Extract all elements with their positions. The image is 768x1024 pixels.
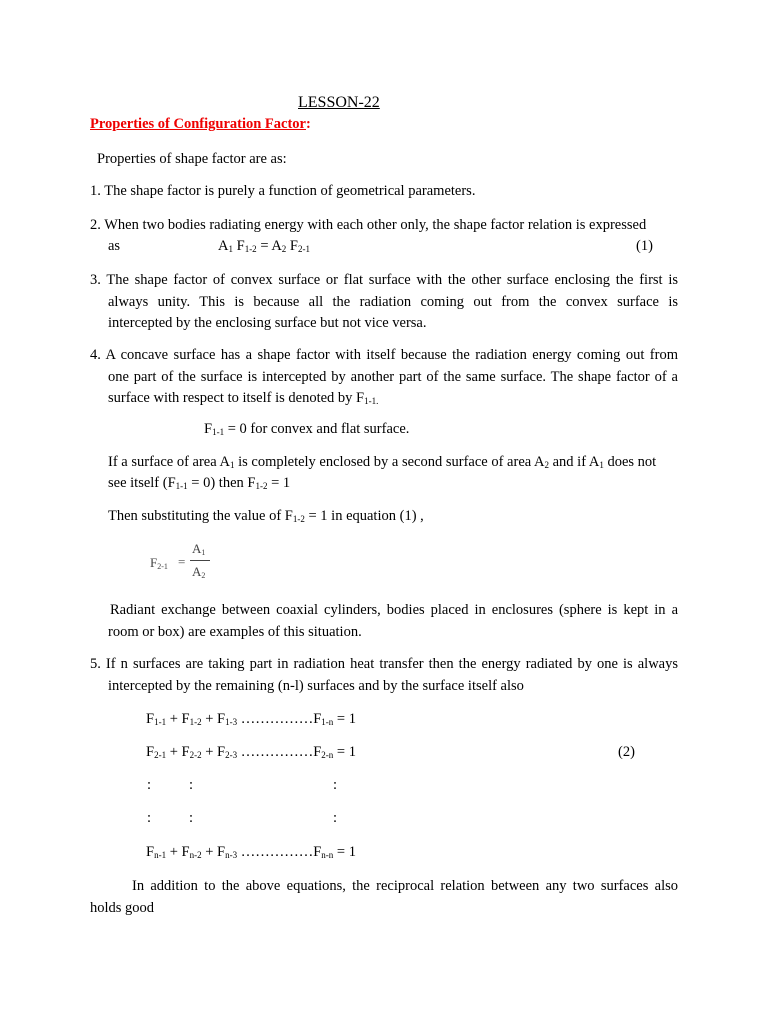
item-5-line: 5. If n surfaces are taking part in radiation heat transfer then the energy radiated by one is always xyxy=(90,656,678,672)
frac-lhs xyxy=(150,555,168,571)
radiant-paragraph xyxy=(90,600,678,643)
sum-sub: n-1 xyxy=(154,850,167,860)
colon: : xyxy=(333,777,338,793)
if-text: is completely enclosed by a second surface of area A xyxy=(234,454,545,470)
item-4-sub: 1-1. xyxy=(364,396,379,406)
sum-sub: 1-2 xyxy=(189,717,202,727)
eq1-eq: = A xyxy=(256,238,282,254)
sum-text: + F xyxy=(166,844,190,860)
final-line: In addition to the above equations, the reciprocal relation between any two surfaces also xyxy=(132,878,678,894)
if-text: If a surface of area A xyxy=(108,454,230,470)
sum-text: = 1 xyxy=(333,844,356,860)
sum-sub: 2-n xyxy=(321,750,334,760)
if-sub: 1 xyxy=(599,460,604,470)
sum-row-1 xyxy=(146,711,356,728)
item-4-line xyxy=(90,388,678,410)
colon: : xyxy=(147,777,152,793)
if-text: see itself (F xyxy=(108,475,176,491)
frac-denominator xyxy=(192,564,205,580)
section-heading-text: Properties of Configuration Factor xyxy=(90,116,306,132)
eq1-sub: 2 xyxy=(281,244,287,254)
item-3-line: intercepted by the enclosing surface but not vice versa. xyxy=(108,315,427,331)
sum-text: + F xyxy=(166,711,190,727)
sum-text: ……………F xyxy=(237,744,322,760)
eq1-a: A xyxy=(218,238,229,254)
sum-text: ……………F xyxy=(237,844,322,860)
f11-f: F xyxy=(204,421,213,437)
colon: : xyxy=(333,810,338,826)
final-paragraph xyxy=(90,876,678,919)
f11-rest: = 0 for convex and flat surface. xyxy=(224,421,410,437)
subst-sub: 1-2 xyxy=(292,514,305,524)
final-line: holds good xyxy=(90,899,155,916)
intro-text: Properties of shape factor are as: xyxy=(97,151,287,167)
page-title: LESSON-22 xyxy=(298,94,380,111)
sum-sub: 2-2 xyxy=(189,750,202,760)
frac-equals: = xyxy=(178,554,186,569)
eq1-f: F xyxy=(232,238,245,254)
item-2-as: as xyxy=(108,238,121,254)
item-4 xyxy=(90,345,678,410)
if-text: does not xyxy=(603,454,657,470)
sum-sub: n-3 xyxy=(225,850,238,860)
frac-den-letter: A xyxy=(192,564,202,579)
eq1-sub: 1 xyxy=(228,244,233,254)
if-sub: 1-1 xyxy=(175,481,188,491)
section-heading xyxy=(90,116,311,133)
if-sub: 1 xyxy=(229,460,235,470)
sum-text: = 1 xyxy=(333,711,356,727)
substitution-line xyxy=(108,508,424,525)
if-text: = 0) then F xyxy=(187,475,256,491)
radiant-line: room or box) are examples of this situation. xyxy=(108,623,362,640)
sum-row-2 xyxy=(146,744,356,761)
sum-sub: 1-3 xyxy=(225,717,238,727)
frac-lhs-letter: F xyxy=(150,555,158,570)
item-3-line: 3. The shape factor of convex surface or flat surface with the other surface enclosing the first is xyxy=(90,272,678,288)
if-line-1 xyxy=(108,454,656,471)
item-1: 1. The shape factor is purely a function of geometrical parameters. xyxy=(90,183,476,199)
item-4-line: one part of the surface is intercepted by another part of the same surface. The shape factor of a xyxy=(108,368,678,385)
item-3-line: always unity. This is because all the radiation coming out from the convex surface is xyxy=(108,293,678,310)
sum-sub: n-2 xyxy=(189,850,202,860)
subst-text: = 1 in equation (1) , xyxy=(304,508,424,524)
sum-text: + F xyxy=(166,744,190,760)
eq1-sub: 1-2 xyxy=(244,244,257,254)
sum-sub: 1-n xyxy=(321,717,334,727)
sum-sub: 2-1 xyxy=(154,750,167,760)
sum-text: F xyxy=(146,844,155,860)
sum-sub: 2-3 xyxy=(225,750,238,760)
sum-sub: 1-1 xyxy=(154,717,167,727)
sum-text: ……………F xyxy=(237,711,322,727)
if-text: = 1 xyxy=(267,475,291,491)
item-2-line-1: 2. When two bodies radiating energy with each other only, the shape factor relation is expressed xyxy=(90,217,647,233)
colon: : xyxy=(147,810,152,826)
sum-text: F xyxy=(146,711,155,727)
f11-equation xyxy=(204,421,409,438)
fraction-bar xyxy=(190,560,210,561)
eq1-sub: 2-1 xyxy=(298,244,310,254)
frac-lhs-sub: 2-1 xyxy=(157,562,168,571)
sum-sub: n-n xyxy=(321,850,334,860)
equation-1 xyxy=(218,238,310,255)
f11-sub: 1-1 xyxy=(212,427,225,437)
frac-numerator xyxy=(192,541,205,557)
frac-num-letter: A xyxy=(192,541,202,556)
sum-text: + F xyxy=(201,711,226,727)
if-line-2 xyxy=(108,475,290,492)
if-text: and if A xyxy=(548,454,600,470)
sum-text: F xyxy=(146,744,155,760)
radiant-line: Radiant exchange between coaxial cylinders, bodies placed in enclosures (sphere is kept in a xyxy=(110,602,678,618)
frac-num-sub: 1 xyxy=(201,548,206,557)
sum-text: + F xyxy=(201,844,226,860)
equation-2-number: (2) xyxy=(618,744,635,760)
subst-text: Then substituting the value of F xyxy=(108,508,293,524)
sum-text: + F xyxy=(201,744,226,760)
equation-1-number: (1) xyxy=(636,238,653,254)
item-5-line: intercepted by the remaining (n-l) surfaces and by the surface itself also xyxy=(108,677,524,694)
frac-den-sub: 2 xyxy=(201,571,206,580)
sum-row-n xyxy=(146,844,356,861)
item-3 xyxy=(90,270,678,335)
section-heading-colon: : xyxy=(305,116,311,132)
if-sub: 1-2 xyxy=(255,481,268,491)
eq1-f2: F xyxy=(286,238,298,254)
item-4-text: surface with respect to itself is denoted by F xyxy=(108,390,365,406)
item-4-line: 4. A concave surface has a shape factor with itself because the radiation energy coming out from xyxy=(90,347,678,363)
if-sub: 2 xyxy=(544,460,549,470)
item-5 xyxy=(90,654,678,697)
sum-text: = 1 xyxy=(333,744,356,760)
colon: : xyxy=(189,810,194,826)
colon: : xyxy=(189,777,194,793)
